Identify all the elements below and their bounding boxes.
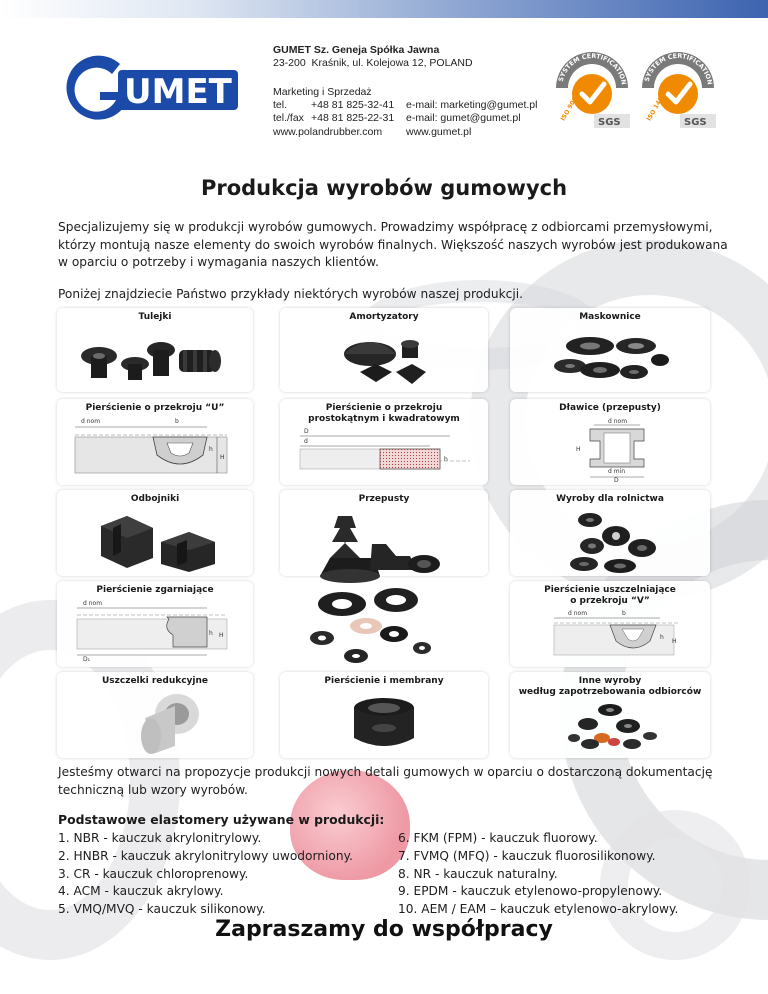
svg-text:d min: d min	[608, 468, 626, 475]
product-label-line: Pierścienie o przekroju	[325, 403, 443, 413]
gland-cross-section-drawing	[510, 415, 710, 485]
elastomer-item: 3. CR - kauczuk chloroprenowy.	[58, 866, 249, 881]
intro-line: Specjalizujemy się w produkcji wyrobów gumowych. Prowadzimy współpracę z odbiorcami przemysłowymi,	[58, 220, 713, 234]
product-label	[510, 676, 710, 698]
product-label	[280, 403, 488, 425]
product-label: Maskownice	[579, 312, 641, 322]
elastomer-item: 10. AEM / EAM – kauczuk etylenowo-akrylowy.	[398, 902, 679, 917]
product-card-inne	[510, 672, 710, 758]
svg-text:SGS: SGS	[598, 117, 621, 128]
bumpers-image	[57, 506, 253, 576]
svg-text:d nom: d nom	[83, 600, 103, 607]
v-ring-cross-section-drawing	[510, 609, 710, 667]
svg-text:ISO 14001: ISO 14001	[645, 88, 669, 123]
tel-label: tel.	[273, 99, 288, 111]
telfax-value: +48 81 825-22-31	[311, 112, 395, 124]
svg-text:b: b	[175, 418, 179, 425]
product-label-line: według zapotrzebowania odbiorców	[518, 687, 702, 697]
u-ring-cross-section-drawing	[57, 415, 253, 485]
wiper-ring-drawing	[57, 597, 253, 667]
elastomer-item: 4. ACM - kauczuk akrylowy.	[58, 884, 224, 899]
svg-text:D: D	[304, 428, 309, 435]
email-gumet[interactable]: e-mail: gumet@gumet.pl	[406, 112, 521, 124]
website-link-gumet[interactable]: www.gumet.pl	[406, 126, 472, 138]
product-label-line: Pierścienie uszczelniające	[544, 585, 676, 595]
svg-text:H: H	[220, 454, 225, 461]
tel-value: +48 81 825-32-41	[311, 99, 395, 111]
svg-text:ISO 9001: ISO 9001	[559, 92, 581, 123]
product-label: Wyroby dla rolnictwa	[556, 494, 664, 504]
product-card-rolnictwo	[510, 490, 710, 576]
elastomers-heading: Podstawowe elastomery używane w produkcji:	[58, 812, 385, 827]
elastomers-list-left	[58, 830, 353, 919]
page-title: Produkcja wyrobów gumowych	[200, 176, 568, 200]
closing-paragraph	[58, 764, 718, 799]
product-card-rect-rings	[280, 399, 488, 485]
elastomers-list-right	[398, 830, 678, 919]
product-card-tulejki	[57, 308, 253, 392]
svg-text:h: h	[209, 630, 213, 637]
product-card-dlawice	[510, 399, 710, 485]
intro-line: którzy montują nasze elementy do swoich wyrobów finalnych. Większość naszych wyrobów jest produkowana	[58, 237, 728, 252]
product-card-maskownice	[510, 308, 710, 392]
elastomer-item: 7. FVMQ (MFQ) - kauczuk fluorosilikonowy.	[398, 848, 656, 863]
product-card-odbojniki	[57, 490, 253, 576]
product-label: Pierścienie zgarniające	[96, 585, 214, 595]
reducing-seal-image	[57, 688, 253, 758]
svg-text:D: D	[614, 477, 619, 484]
product-card-redukcyjne	[57, 672, 253, 758]
product-label: Dławice (przepusty)	[559, 403, 661, 413]
elastomer-item: 5. VMQ/MVQ - kauczuk silikonowy.	[58, 902, 266, 917]
bushings-image	[57, 326, 253, 390]
company-info	[273, 44, 473, 70]
footer-invitation: Zapraszamy do współpracy	[215, 917, 553, 942]
other-products-image	[510, 698, 710, 758]
product-label-line: prostokątnym i kwadratowym	[308, 414, 460, 424]
company-address: 23-200 Kraśnik, ul. Kolejowa 12, POLAND	[273, 57, 473, 69]
gumet-logo	[62, 52, 242, 132]
product-card-v-rings	[510, 581, 710, 667]
product-label-line: Inne wyroby	[578, 676, 642, 686]
product-label	[510, 585, 710, 607]
company-name: GUMET Sz. Geneja Spółka Jawna	[273, 44, 440, 56]
grommet-covers-image	[510, 326, 710, 390]
svg-text:d nom: d nom	[608, 418, 628, 425]
product-label-line: o przekroju “V”	[570, 596, 650, 606]
svg-text:h: h	[444, 456, 448, 463]
product-label: Odbojniki	[130, 494, 180, 504]
products-lead-text: Poniżej znajdziecie Państwo przykłady niektórych wyrobów naszej produkcji.	[58, 287, 524, 301]
rings-membranes-image	[280, 688, 488, 758]
intro-line: w oparciu o potrzeby i wymagania naszych klientów.	[58, 255, 379, 269]
rectangular-ring-drawing	[280, 427, 488, 485]
svg-text:b: b	[622, 610, 626, 617]
svg-text:SYSTEM CERTIFICATION: SYSTEM CERTIFICATION	[556, 51, 628, 86]
svg-text:d nom: d nom	[81, 418, 101, 425]
product-label: Pierścienie o przekroju “U”	[85, 403, 225, 413]
elastomer-item: 8. NR - kauczuk naturalny.	[398, 866, 558, 881]
svg-text:d nom: d nom	[568, 610, 588, 617]
product-label: Uszczelki redukcyjne	[101, 676, 209, 686]
grommets-image	[300, 506, 460, 676]
svg-text:SYSTEM CERTIFICATION: SYSTEM CERTIFICATION	[642, 51, 714, 86]
sgs-iso9001-certificate-badge	[550, 48, 634, 132]
product-label: Przepusty	[358, 494, 410, 504]
header-gradient-bar	[0, 0, 768, 18]
elastomer-item: 9. EPDM - kauczuk etylenowo-propylenowy.	[398, 884, 663, 899]
product-label: Tulejki	[138, 312, 172, 322]
product-card-zgarniajace	[57, 581, 253, 667]
telfax-label: tel./fax	[273, 112, 304, 124]
product-label: Pierścienie i membrany	[324, 676, 444, 686]
svg-text:h: h	[660, 634, 664, 641]
intro-paragraph	[58, 219, 728, 272]
sgs-iso14001-certificate-badge	[636, 48, 720, 132]
product-label: Amortyzatory	[349, 312, 419, 322]
product-card-amortyzatory	[280, 308, 488, 392]
svg-text:d: d	[304, 438, 308, 445]
svg-text:H: H	[672, 638, 677, 645]
svg-text:SGS: SGS	[684, 117, 707, 128]
elastomer-item: 1. NBR - kauczuk akrylonitrylowy.	[58, 831, 262, 845]
shock-absorbers-image	[280, 326, 488, 390]
svg-text:h: h	[209, 446, 213, 453]
product-card-u-rings	[57, 399, 253, 485]
elastomer-item: 2. HNBR - kauczuk akrylonitrylowy uwodorniony.	[58, 848, 353, 863]
contact-info	[273, 86, 538, 124]
svg-text:H: H	[576, 446, 581, 453]
department: Marketing i Sprzedaż	[273, 86, 372, 98]
product-card-membrany	[280, 672, 488, 758]
email-marketing[interactable]: e-mail: marketing@gumet.pl	[406, 99, 538, 111]
elastomer-item: 6. FKM (FPM) - kauczuk fluorowy.	[398, 831, 598, 845]
agricultural-parts-image	[510, 506, 710, 576]
svg-text:UMET: UMET	[124, 72, 232, 112]
svg-text:D₁: D₁	[83, 656, 91, 663]
closing-line: Jesteśmy otwarci na propozycje produkcji nowych detali gumowych w oparciu o dostarczoną dokumentację	[58, 765, 713, 779]
svg-text:H: H	[219, 632, 224, 639]
closing-line: techniczną lub wzory wyrobów.	[58, 782, 248, 797]
website-link-polandrubber[interactable]: www.polandrubber.com	[273, 126, 383, 138]
